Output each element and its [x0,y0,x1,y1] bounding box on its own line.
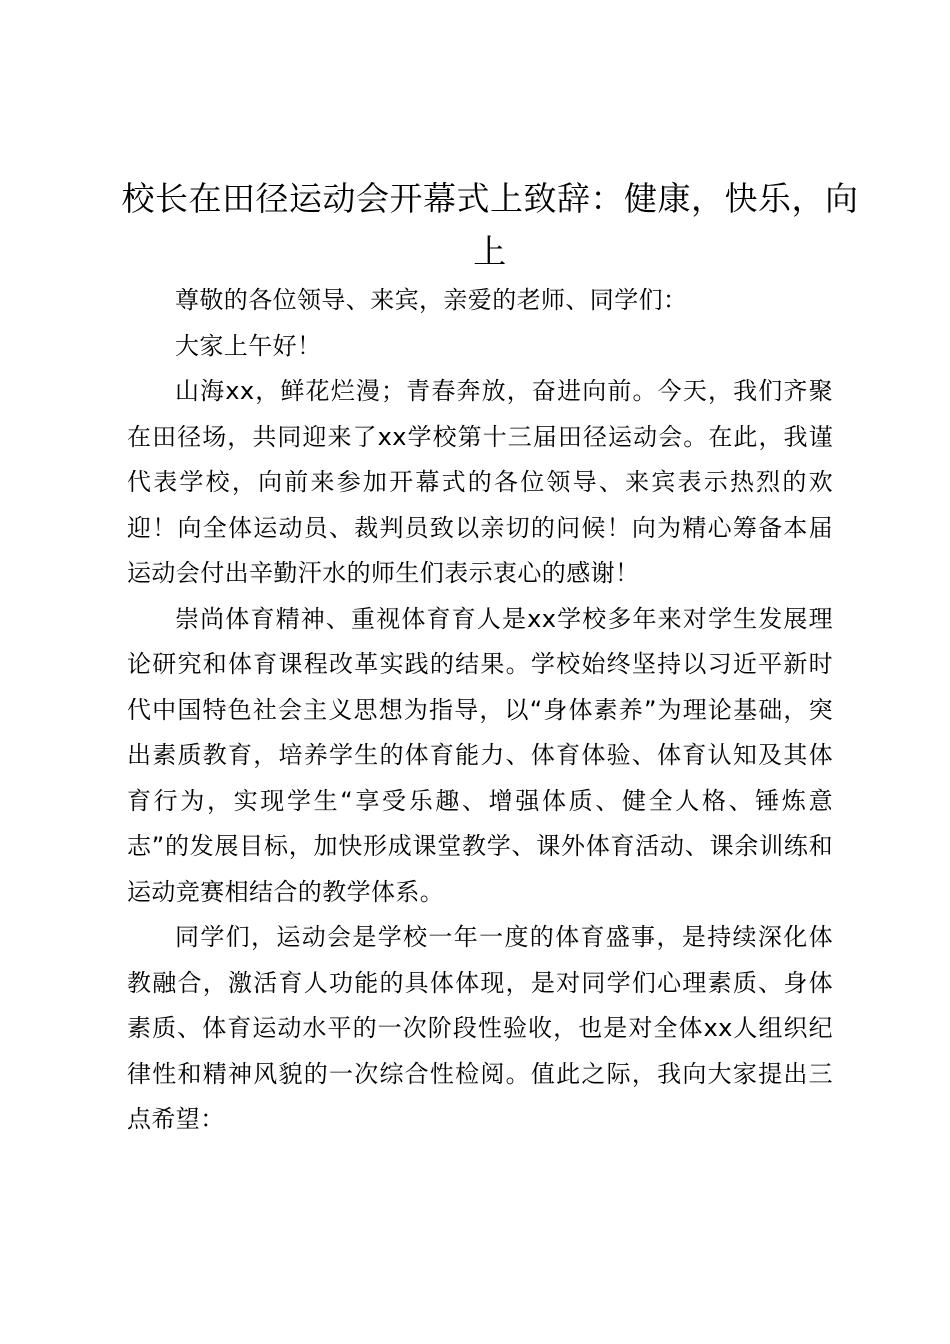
document-body [127,278,833,1143]
greeting-paragraph: 大家上午好！ [175,331,322,360]
welcome-paragraph: 山海xx，鲜花烂漫；青春奔放，奋进向前。今天，我们齐聚在田径场，共同迎来了xx学校第十三届田径运动会。在此，我谨代表学校，向前来参加开幕式的各位领导、来宾表示热烈的欢迎！向全体运动员、裁判员致以亲切的问候！向为精心筹备本届运动会付出辛勤汗水的师生们表示衷心的感谢！ [127,377,833,587]
salutation-paragraph: 尊敬的各位领导、来宾，亲爱的老师、同学们： [175,286,688,314]
expectations-intro-paragraph: 同学们，运动会是学校一年一度的体育盛事，是持续深化体教融合，激活育人功能的具体体现，是对同学们心理素质、身体素质、体育运动水平的一次阶段性验收，也是对全体xx人组织纪律性和精神风貌的一次综合性检阅。值此之际，我向大家提出三点希望： [127,923,833,1133]
sports-philosophy-paragraph: 崇尚体育精神、重视体育育人是xx学校多年来对学生发展理论研究和体育课程改革实践的结果。学校始终坚持以习近平新时代中国特色社会主义思想为指导，以“身体素养”为理论基础，突出素质教育，培养学生的体育能力、体育体验、体育认知及其体育行为，实现学生“享受乐趣、增强体质、健全人格、锤炼意志”的发展目标，加快形成课堂教学、课外体育活动、课余训练和运动竞赛相结合的教学体系。 [127,604,833,906]
document-title: 校长在田径运动会开幕式上致辞：健康，快乐，向上 [121,179,859,271]
